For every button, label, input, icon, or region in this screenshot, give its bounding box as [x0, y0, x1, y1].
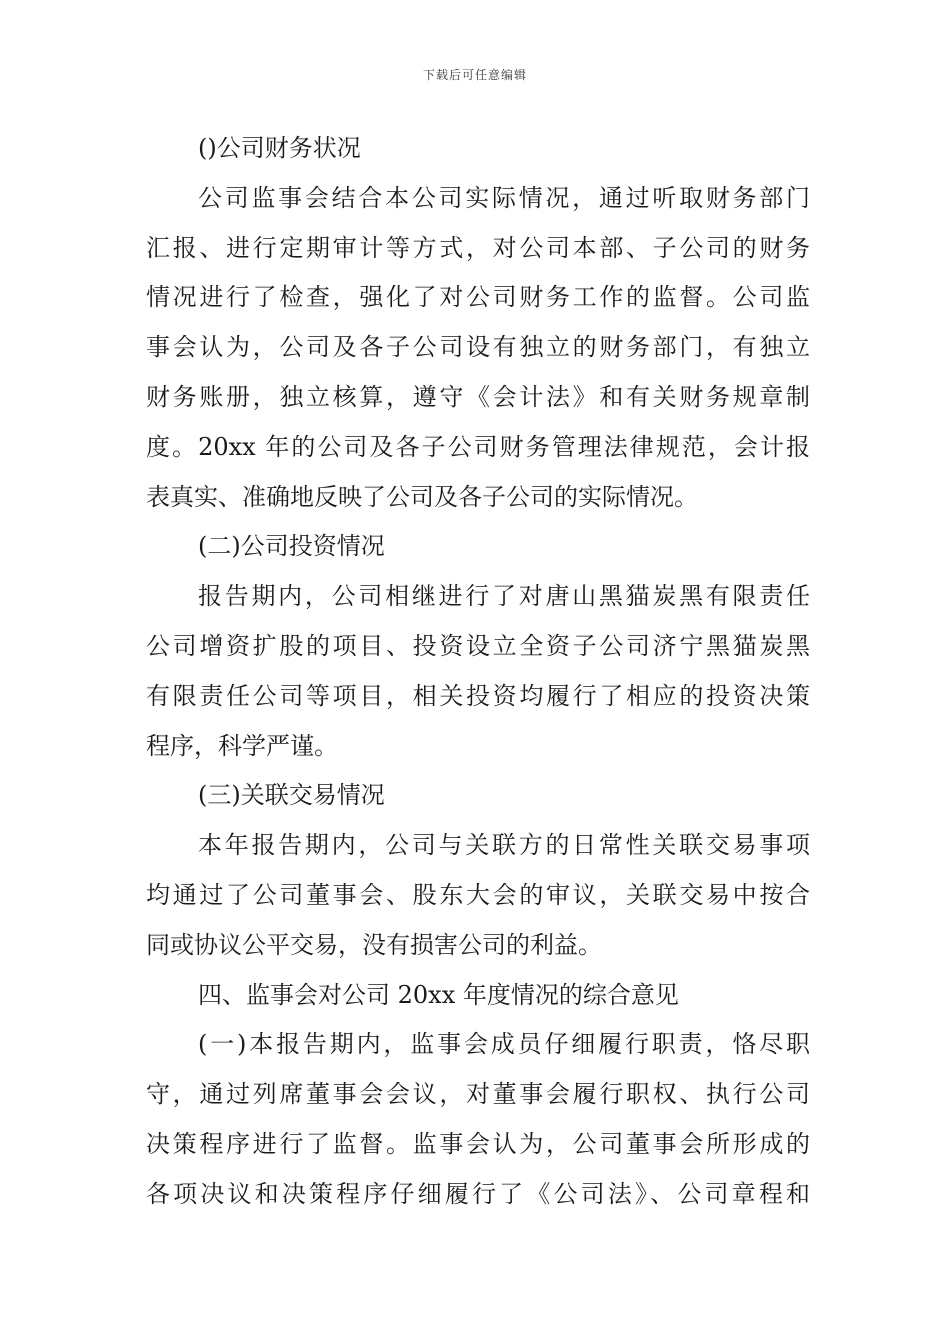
text-line: 报告期内，公司相继进行了对唐山黑猫炭黑有限责任	[198, 582, 810, 611]
text-line: 汇报、进行定期审计等方式，对公司本部、子公司的财务	[146, 233, 810, 262]
header-note: 下载后可任意编辑	[422, 68, 527, 82]
text-line: 四、监事会对公司 20xx 年度情况的综合意见	[198, 980, 679, 1009]
text-line: 公司监事会结合本公司实际情况，通过听取财务部门	[198, 183, 810, 212]
text-line: (二)公司投资情况	[198, 532, 385, 561]
document-body	[146, 124, 810, 1220]
text-line: 本年报告期内，公司与关联方的日常性关联交易事项	[198, 831, 810, 860]
text-line: 均通过了公司董事会、股东大会的审议，关联交易中按合	[146, 880, 810, 909]
text-line: 守，通过列席董事会会议，对董事会履行职权、执行公司	[146, 1080, 810, 1109]
text-line: 程序，科学严谨。	[146, 731, 338, 760]
text-line: (一)本报告期内，监事会成员仔细履行职责，恪尽职	[198, 1030, 810, 1059]
text-line: 情况进行了检查，强化了对公司财务工作的监督。公司监	[146, 283, 810, 312]
text-line: 财务账册，独立核算，遵守《会计法》和有关财务规章制	[146, 382, 810, 411]
text-line: 各项决议和决策程序仔细履行了《公司法》、公司章程和	[146, 1179, 810, 1208]
text-line: 公司增资扩股的项目、投资设立全资子公司济宁黑猫炭黑	[146, 631, 810, 660]
text-line: (三)关联交易情况	[198, 781, 385, 810]
text-line: 有限责任公司等项目，相关投资均履行了相应的投资决策	[146, 681, 810, 710]
text-line: 表真实、准确地反映了公司及各子公司的实际情况。	[146, 482, 698, 511]
text-line: 同或协议公平交易，没有损害公司的利益。	[146, 930, 602, 959]
text-line: 事会认为，公司及各子公司设有独立的财务部门，有独立	[146, 333, 810, 362]
text-line: 度。20xx 年的公司及各子公司财务管理法律规范，会计报	[146, 432, 810, 461]
text-line: 决策程序进行了监督。监事会认为，公司董事会所形成的	[146, 1129, 810, 1158]
text-line: ()公司财务状况	[198, 134, 361, 162]
